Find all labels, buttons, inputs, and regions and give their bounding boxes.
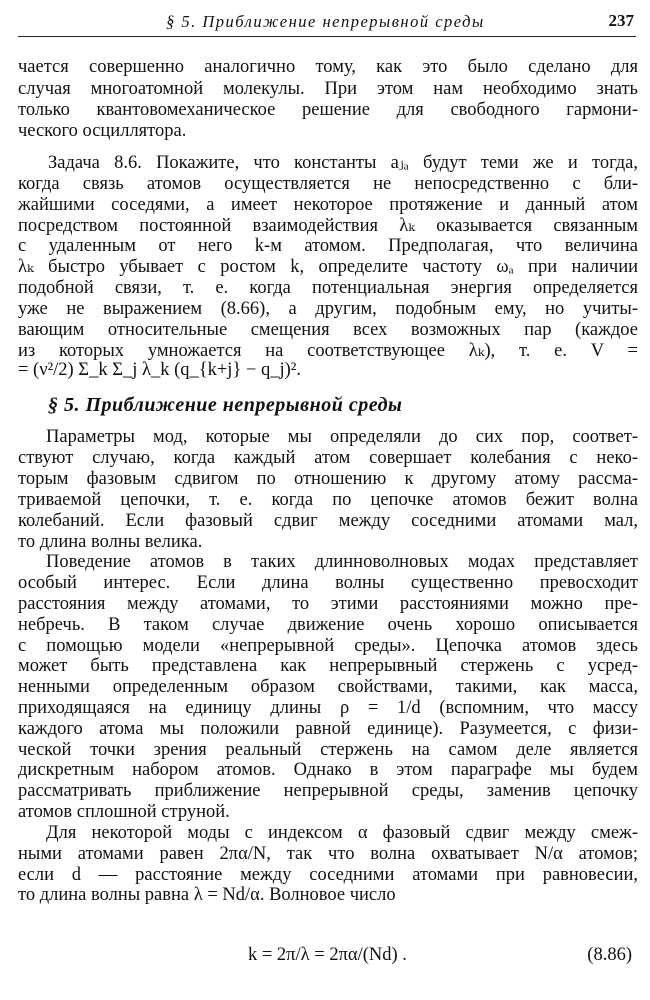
text-line: триваемой цепочки, т. е. когда по цепочке атомов бежит волна	[18, 490, 638, 510]
running-title: § 5. Приближение непрерывной среды	[166, 12, 485, 31]
text-line: ческой точки зрения реальный стержень на самом деле является	[18, 740, 638, 760]
text-line: каждого атома мы положили равной единице). Разумеется, с физи-	[18, 719, 638, 739]
text-line: дискретным набором атомов. Однако в этом параграфе мы будем	[18, 760, 638, 780]
text-line: рассматривать приближение непрерывной среды, заменив цепочку	[18, 781, 638, 801]
problem-line: когда связь атомов осуществляется не непосредственно с бли-	[18, 174, 638, 194]
text-line: только квантовомеханическое решение для свободного гармони-	[18, 100, 638, 120]
text-line: атомов сплошной струной.	[18, 802, 230, 822]
section-heading: § 5. Приближение непрерывной среды	[48, 394, 403, 416]
problem-line: жайшими соседями, а имеет некоторое протяжение и данный атом	[18, 195, 638, 215]
display-equation: k = 2π/λ = 2πα/(Nd) .	[248, 945, 407, 965]
text-line: Параметры мод, которые мы определяли до сих пор, соответ-	[46, 427, 638, 447]
problem-line: посредством постоянной взаимодействия λₖ оказывается связанным	[18, 216, 638, 236]
text-line: с помощью модели «непрерывной среды». Цепочка атомов здесь	[18, 636, 638, 656]
text-line: то длина волны велика.	[18, 532, 203, 552]
text-line: то длина волны равна λ = Nd/α. Волновое число	[18, 885, 396, 905]
problem-line: Задача 8.6. Покажите, что константы aⱼₐ будут теми же и тогда,	[48, 153, 638, 173]
problem-line: подобной связи, т. е. когда потенциальная энергия определяется	[18, 278, 638, 298]
text-line: может быть представлена как непрерывный стержень с усред-	[18, 656, 638, 676]
text-line: Для некоторой моды с индексом α фазовый сдвиг между смеж-	[46, 823, 638, 843]
text-line: ными атомами равен 2πα/N, так что волна охватывает N/α атомов;	[18, 844, 638, 864]
problem-line: λₖ быстро убывает с ростом k, определите частоту ωₐ при наличии	[18, 257, 638, 277]
text-line: небречь. В таком случае движение очень хорошо описывается	[18, 615, 638, 635]
text-line: ненными определенным образом свойствами, такими, как масса,	[18, 677, 638, 697]
text-line: ческого осциллятора.	[18, 121, 187, 141]
text-line: торым фазовым сдвигом по отношению к другому атому рассма-	[18, 469, 638, 489]
problem-line: из которых умножается на соответствующее λₖ), т. е. V =	[18, 341, 638, 361]
text-line: особый интерес. Если длина волны существенно превосходит	[18, 573, 638, 593]
page-number: 237	[608, 11, 634, 30]
text-line: колебаний. Если фазовый сдвиг между соседними атомами мал,	[18, 511, 638, 531]
text-line: приходящаяся на единицу длины ρ = 1/d (вспомним, что массу	[18, 698, 638, 718]
problem-line: уже не выражением (8.66), а другим, подобным ему, но учиты-	[18, 299, 638, 319]
text-line: чается совершенно аналогично тому, как это было сделано для	[18, 57, 638, 77]
text-line: Поведение атомов в таких длинноволновых модах представляет	[46, 552, 638, 572]
text-line: расстояния между атомами, то этими расстояниями можно пре-	[18, 594, 638, 614]
text-line: ствуют случаю, когда каждый атом совершает колебания с неко-	[18, 448, 638, 468]
problem-line: вающим относительные смещения всех возможных пар (каждое	[18, 320, 638, 340]
problem-formula: = (ν²/2) Σ_k Σ_j λ_k (q_{k+j} − q_j)².	[18, 360, 301, 380]
problem-line: с удаленным от него k-м атомом. Предполагая, что величина	[18, 236, 638, 256]
text-line: случая многоатомной молекулы. При этом нам необходимо знать	[18, 79, 638, 99]
equation-number: (8.86)	[587, 945, 632, 965]
page-body	[18, 0, 638, 1000]
text-line: если d — расстояние между соседними атомами при равновесии,	[18, 865, 638, 885]
